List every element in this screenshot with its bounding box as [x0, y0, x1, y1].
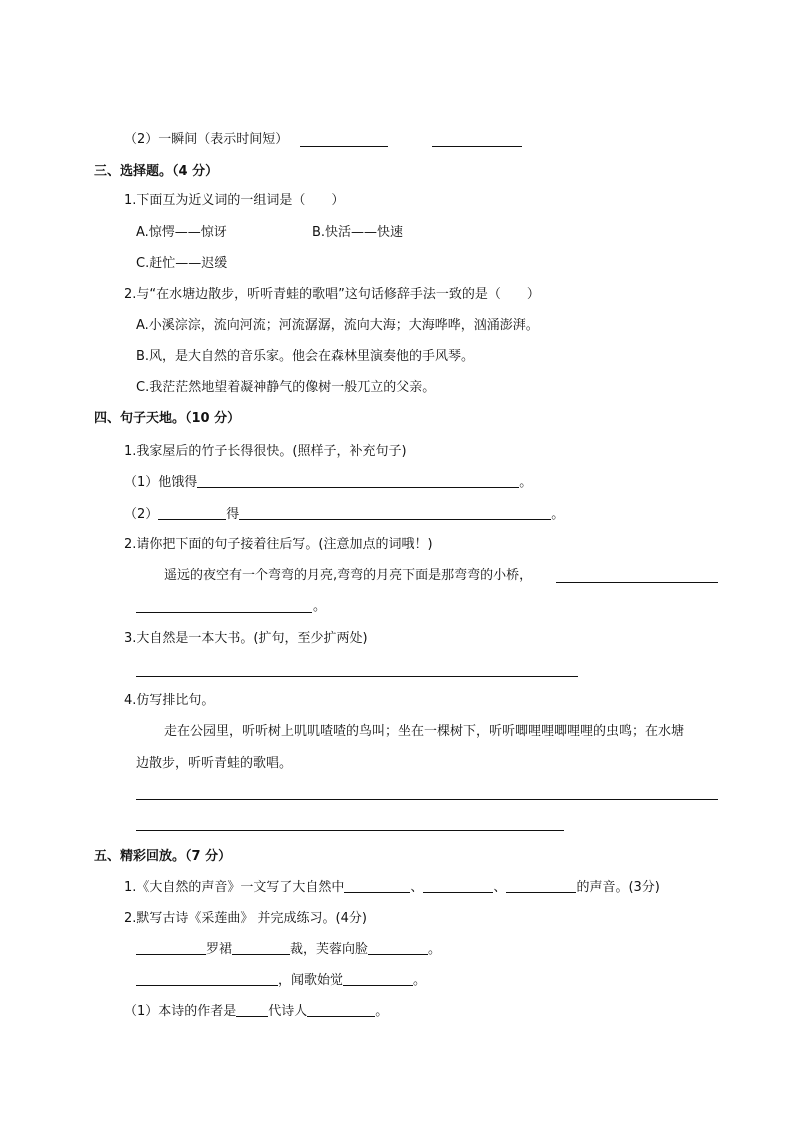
section-3-title: 三、选择题。（4 分）	[94, 164, 219, 179]
s3-q2-option-a[interactable]: A.小溪淙淙，流向河流；河流潺潺，流向大海；大海哗哗，汹涌澎湃。	[136, 318, 539, 333]
s5-q2-sub-1	[124, 1003, 388, 1021]
s5-q2-poem-line-2	[136, 972, 426, 990]
s4-q1-s2-end: 。	[551, 507, 565, 522]
s5-q2-p1-blank-3[interactable]	[368, 942, 428, 955]
s4-q3-stem: 3.大自然是一本大书。(扩句，至少扩两处)	[124, 631, 368, 646]
s5-q2-p1-blank-1[interactable]	[136, 942, 206, 955]
s3-q2-option-c[interactable]: C.我茫茫然地望着凝神静气的像树一般兀立的父亲。	[136, 380, 436, 395]
s3-q1-option-c[interactable]: C.赶忙——迟缓	[136, 256, 228, 271]
s5-q1-blank-3[interactable]	[506, 880, 576, 893]
s4-q2-blank-1[interactable]	[556, 582, 718, 583]
s5-q1-blank-2[interactable]	[423, 880, 493, 893]
s5-q2-poem-line-1	[136, 941, 441, 959]
s4-q1-s2-blank-2[interactable]	[239, 507, 551, 520]
s5-q2-p2-blank-1[interactable]	[136, 973, 278, 986]
s4-q1-s1-blank[interactable]	[197, 475, 519, 488]
s5-q2-p1-text-b: 裁，芙蓉向脸	[290, 942, 369, 957]
s5-q1-sep-2: 、	[493, 880, 507, 895]
q2-2-answer-blank-2[interactable]	[432, 146, 522, 147]
s4-q1-s2-blank-1[interactable]	[158, 507, 226, 520]
s4-q2-end: 。	[313, 599, 327, 614]
s5-q2-s1-text-b: 代诗人	[268, 1004, 308, 1019]
s5-q2-s1-blank-1[interactable]	[236, 1004, 268, 1017]
s4-q1-sentence-2	[124, 506, 564, 524]
s4-q4-line-1: 走在公园里，听听树上叽叽喳喳的鸟叫；坐在一棵树下，听听唧哩哩唧哩哩的虫鸣；在水塘	[164, 724, 685, 739]
s5-q2-s1-text-a: （1）本诗的作者是	[124, 1004, 237, 1019]
s5-q2-p2-text-b: 。	[413, 973, 427, 988]
s3-q1-option-a[interactable]: A.惊愕——惊讶	[136, 225, 227, 240]
s4-q1-s2-prefix: （2）	[124, 507, 159, 522]
s5-q2-p2-blank-2[interactable]	[343, 973, 413, 986]
s5-q2-s1-text-c: 。	[375, 1004, 389, 1019]
s5-q2-p1-text-a: 罗裙	[206, 942, 233, 957]
s4-q1-sentence-1	[124, 474, 532, 492]
s4-q4-line-2: 边散步，听听青蛙的歌唱。	[136, 756, 293, 771]
s4-q1-s1-end: 。	[519, 475, 533, 490]
s5-q2-s1-blank-2[interactable]	[307, 1004, 375, 1017]
s4-q2-text: 遥远的夜空有一个弯弯的月亮,弯弯的月亮下面是那弯弯的小桥，	[164, 568, 533, 583]
s5-q1-text-b: 的声音。(3分)	[576, 880, 660, 895]
s5-q2-p1-blank-2[interactable]	[232, 942, 290, 955]
s5-q1-sep-1: 、	[410, 880, 424, 895]
s5-q2-p1-text-c: 。	[428, 942, 442, 957]
s4-q1-s1-prefix: （1）他饿得	[124, 475, 198, 490]
s4-q2-stem: 2.请你把下面的句子接着往后写。(注意加点的词哦！)	[124, 537, 433, 552]
s3-q1-option-b[interactable]: B.快活——快速	[312, 225, 404, 240]
s4-q2-blank-2[interactable]	[136, 612, 312, 613]
s5-q2-stem: 2.默写古诗《采莲曲》 并完成练习。(4分)	[124, 911, 367, 926]
s5-q1-text-a: 1.《大自然的声音》一文写了大自然中	[124, 880, 345, 895]
section-4-title: 四、句子天地。（10 分）	[94, 411, 241, 426]
s5-q1-blank-1[interactable]	[344, 880, 410, 893]
s3-q1-stem: 1.下面互为近义词的一组词是（ ）	[124, 193, 345, 208]
s5-q2-p2-text-a: ，闻歌始觉	[278, 973, 344, 988]
q2-2-text: （2）一瞬间（表示时间短）	[124, 132, 289, 147]
s4-q1-s2-mid: 得	[226, 507, 240, 522]
s3-q2-stem: 2.与“在水塘边散步，听听青蛙的歌唱”这句话修辞手法一致的是（ ）	[124, 287, 540, 302]
s4-q4-stem: 4.仿写排比句。	[124, 693, 215, 708]
s4-q3-blank[interactable]	[136, 676, 578, 677]
s4-q4-blank-2[interactable]	[136, 830, 564, 831]
q2-2-prompt	[124, 131, 288, 149]
section-5-title: 五、精彩回放。（7 分）	[94, 849, 232, 864]
q2-2-answer-blank-1[interactable]	[300, 146, 388, 147]
s3-q2-option-b[interactable]: B.风，是大自然的音乐家。他会在森林里演奏他的手风琴。	[136, 349, 475, 364]
s4-q1-stem: 1.我家屋后的竹子长得很快。(照样子，补充句子)	[124, 444, 407, 459]
s4-q4-blank-1[interactable]	[136, 799, 718, 800]
s5-q1	[124, 879, 660, 897]
